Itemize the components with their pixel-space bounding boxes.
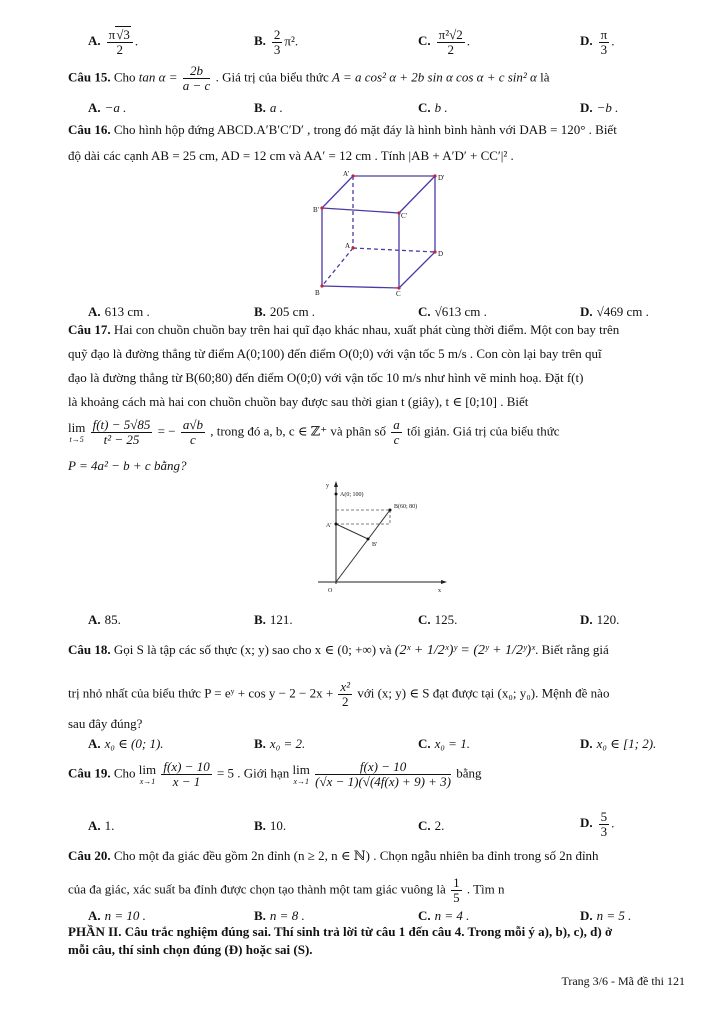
origin-label: O (328, 588, 333, 594)
q17-line2: quỹ đạo là đường thẳng từ điểm A(0;100) đến điểm O(0;0) với vận tốc 5 m/s . Con còn lại bay trên quĩ (68, 346, 602, 361)
q19-option-a: A. 1. (88, 818, 115, 833)
label-d1: D' (438, 174, 445, 182)
q20-option-c: C. n = 4 . (418, 908, 470, 923)
point-b-label: B(60; 80) (394, 504, 418, 510)
q20-line2: của đa giác, xác suất ba đỉnh được chọn tạo thành một tam giác vuông là $\frac{1}{5}$ . Tìm n (68, 875, 505, 905)
top-option-b: B. $\frac{2}{3}$ π². (254, 27, 299, 57)
q15-option-b: B. a . (254, 100, 283, 115)
q18-line1: Câu 18. Gọi S là tập các số thực (x; y) sao cho x ∈ (0; +∞) và (2ˣ + 1/2ˣ)ʸ = (2ʸ + 1/2ʸ)ˣ. Biết rằng giá (68, 642, 609, 658)
q17-line4: là khoảng cách mà hai con chuồn chuồn bay được sau thời gian t (giây), t ∈ [0;10] . Biết (68, 394, 529, 409)
q18-option-c: C. x₀ = 1. (418, 736, 470, 751)
q16-line1: Câu 16. Cho hình hộp đứng ABCD.A′B′C′D′ , trong đó mặt đáy là hình bình hành với DAB = 120° . Biết (68, 122, 617, 137)
point-b1-label: B' (372, 542, 378, 548)
q19-option-d: D. $\frac{5}{3}$ . (580, 809, 615, 839)
point-a-label: A(0; 100) (340, 492, 364, 498)
label-a: A (345, 242, 351, 250)
q18-option-a: A. x₀ ∈ (0; 1). (88, 736, 164, 751)
q20-option-d: D. n = 5 . (580, 908, 632, 923)
axis-x-label: x (438, 588, 441, 594)
q17-line6: P = 4a² − b + c bằng? (68, 458, 187, 473)
label-b1: B' (313, 206, 319, 214)
label-c: C (396, 290, 401, 298)
point-a1-label: A' (326, 523, 332, 529)
q17-option-d: D. 120. (580, 612, 620, 627)
q15-option-c: C. b . (418, 100, 448, 115)
q19-option-c: C. 2. (418, 818, 445, 833)
q17-line3: đạo là đường thẳng từ B(60;80) đến điểm O(0;0) với vận tốc 10 m/s như hình vẽ minh hoạ. Đặt f(t) (68, 370, 584, 385)
q19-option-b: B. 10. (254, 818, 287, 833)
q19-statement: Câu 19. Cho lim x→1 $\frac{f(x) - 10}{x - 1}$ = 5 . Giới hạn lim x→1 $\frac{f(x) - 10}{(√x - 1)(√(4f(x) + 9) + 3)}$ bằng (68, 759, 482, 789)
q18-line3: sau đây đúng? (68, 716, 143, 731)
q17-option-b: B. 121. (254, 612, 293, 627)
q20-option-a: A. n = 10 . (88, 908, 146, 923)
q16-option-d: D. √469 cm . (580, 304, 649, 319)
q15-statement: Câu 15. Cho tan α = $\frac{2b}{a - c}$ . Giá trị của biểu thức A = a cos² α + 2b sin α cos α + c sin² α là (68, 63, 550, 93)
label-c1: C' (401, 212, 407, 220)
q16-box-figure (310, 168, 450, 298)
q20-line1: Câu 20. Cho một đa giác đều gồm 2n đỉnh (n ≥ 2, n ∈ ℕ) . Chọn ngẫu nhiên ba đỉnh trong số 2n đỉnh (68, 848, 599, 863)
q16-line2: độ dài các cạnh AB = 25 cm, AD = 12 cm và AA′ = 12 cm . Tính |AB + A′D′ + CC′|² . (68, 148, 514, 163)
q15-option-d: D. −b . (580, 100, 619, 115)
q17-line1: Câu 17. Hai con chuồn chuồn bay trên hai quĩ đạo khác nhau, xuất phát cùng thời điểm. Một con bay trên (68, 322, 620, 337)
label-a1: A' (343, 170, 350, 178)
q20-option-b: B. n = 8 . (254, 908, 305, 923)
part2-heading-line2: mỗi câu, thí sinh chọn đúng (Đ) hoặc sai (S). (68, 942, 313, 957)
q17-option-a: A. 85. (88, 612, 121, 627)
q18-line2: trị nhỏ nhất của biểu thức P = eʸ + cos y − 2 − 2x + $\frac{\text{x²}}{2}$ với (x; y) ∈ S đạt được tại (x₀; y₀). Mệnh đề nào (68, 679, 610, 709)
q17-graph-figure (314, 478, 450, 598)
label-b: B (315, 289, 320, 297)
q16-option-a: A. 613 cm . (88, 304, 150, 319)
q15-option-a: A. −a . (88, 100, 127, 115)
q17-option-c: C. 125. (418, 612, 458, 627)
page-footer: Trang 3/6 - Mã đề thi 121 (561, 974, 685, 988)
top-option-a: A. $\frac{\pi√3}{2}$ . (88, 27, 139, 57)
q16-option-c: C. √613 cm . (418, 304, 487, 319)
axis-y-label: y (326, 483, 329, 489)
q18-option-b: B. x₀ = 2. (254, 736, 306, 751)
part2-heading-line1: PHẦN II. Câu trắc nghiệm đúng sai. Thí sinh trả lời từ câu 1 đến câu 4. Trong mỗi ý a), b), c), d) ở (68, 924, 613, 939)
top-option-d: D. $\frac{\pi}{3}$ . (580, 27, 615, 57)
q18-option-d: D. x₀ ∈ [1; 2). (580, 736, 657, 751)
q16-option-b: B. 205 cm . (254, 304, 316, 319)
label-d: D (438, 250, 444, 258)
q17-line5: lim t→5 $\frac{f(t) - 5√85}{\text{t² − 25}}$ = − $\frac{a√b}{c}$ , trong đó a, b, c ∈ ℤ⁺ và phân số $\frac{a}{c}$ tối giản. Giá trị của biểu thức (68, 417, 560, 447)
top-option-c: C. $\frac{\text{π²√2}}{2}$ . (418, 27, 470, 57)
